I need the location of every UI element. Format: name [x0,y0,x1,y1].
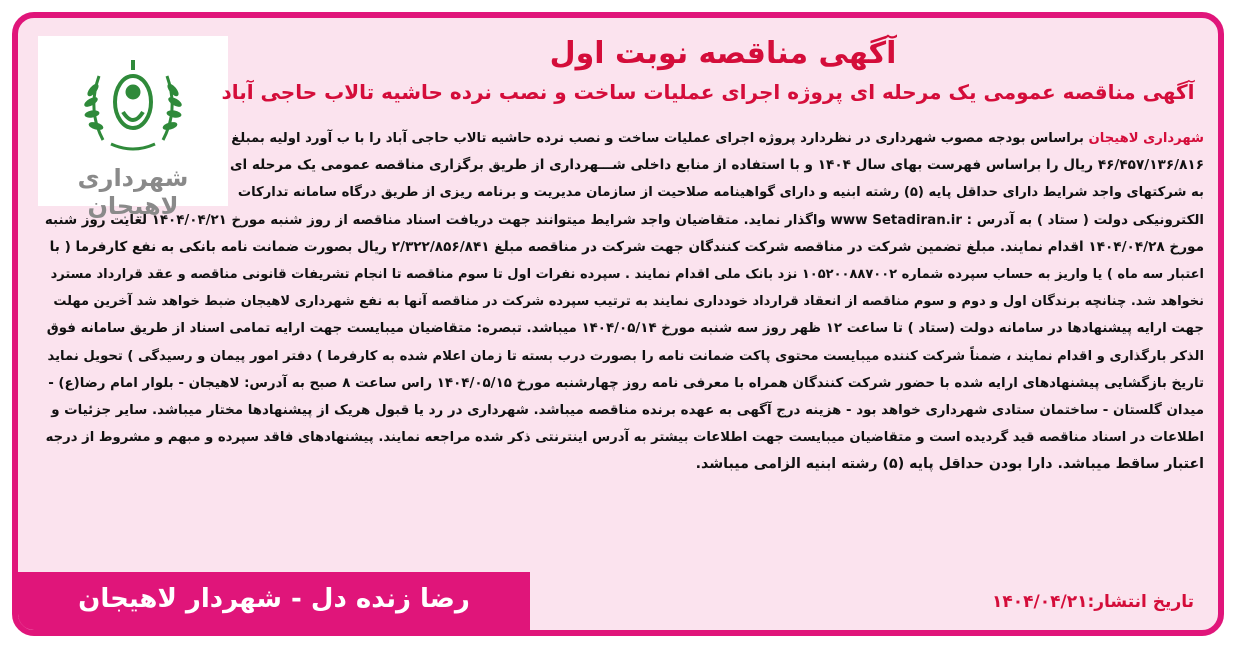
body-line-1: براساس بودجه مصوب شهرداری در نظردارد پروژه اجرای عملیات ساخت و نصب نرده حاشیه تالاب حاجی آباد را با ب آورد اولیه بمبلغ [231,131,1089,146]
body-lead: شهرداری لاهیجان [1088,131,1204,146]
body-line-2: ۴۶/۴۵۷/۱۳۶/۸۱۶ ریال را براساس فهرست بهای سال ۱۴۰۴ و با استفاده از منابع داخلی شـــهرداری از طریق برگزاری مناقصه عمومی یک مرحله ای [229,157,1204,174]
body-line [229,125,1204,152]
body-line-9: الذکر بارگذاری و اقدام نمایند ، ضمناً شرکت کننده میبایست محتوی پاکت ضمانت نامه را بصورت درب بسته تا زمان اعلام شده به کارفرما ) دفتر امور پیمان و رسیدگی ) تحویل نماید [47,348,1204,364]
mayor-signature: رضا زنده دل - شهردار لاهیجان [78,584,470,614]
body-line-3: به شرکتهای واجد شرایط دارای حداقل پایه (۵) رشته ابنیه و دارای گواهینامه صلاحیت از سازمان مدیریت و برنامه ریزی از طریق درگاه سامانه تدارکات [237,185,1204,201]
body-line-10: تاریخ بازگشایی پیشنهادهای ارایه شده با حضور شرکت کنندگان همراه با معرفی نامه روز چهارشنبه مورخ ۱۴۰۴/۰۵/۱۵ راس ساعت ۸ صبح به آدرس: لاهیجان - بلوار امام رضا(ع) - [48,375,1204,391]
body-line-6: اعتبار سه ماه ) یا واریز به حساب سپرده شماره ۱۰۵۲۰۰۸۸۷۰۰۲ نزد بانک ملی اقدام نمایند . سپرده نفرات اول تا سوم مناقصه تا انجام تشریفات قانونی مناقصه و عقد قرارداد مسترد [50,267,1204,283]
logo-caption: شهرداری لاهیجان [77,164,189,220]
body-line-13: اعتبار ساقط میباشد. دارا بودن حداقل پایه (۵) رشته ابنیه الزامی میباشد. [695,456,1204,473]
body-line-7: نخواهد شد. چنانچه برندگان اول و دوم و سوم مناقصه از انعقاد قرارداد خودداری نمایند به ترتیب سپرده شرکت در مناقصه آنها به نفع شهرداری لاهیجان ضبط خواهد شد آخرین مهلت [53,294,1204,310]
body-line-5: مورخ ۱۴۰۴/۰۴/۲۸ اقدام نمایند. مبلغ تضمین شرکت در مناقصه شرکت کنندگان جهت شرکت در مناقصه مبلغ ۲/۳۲۲/۸۵۶/۸۴۱ ریال بصورت ضمانت نامه بانکی به نفع کارفرما ( با [49,238,1204,255]
body-line-11: میدان گلستان - ساختمان ستادی شهرداری خواهد بود - هزینه درج آگهی به عهده برنده مناقصه میباشد. شهرداری در رد یا قبول هریک از پیشنهادها مختار میباشد. سایر جزئیات و [51,403,1204,419]
body-line-4: الکترونیکی دولت ( ستاد ) به آدرس : www Setadiran.ir واگذار نماید. متقاضیان واجد شرایط میتوانند جهت دریافت اسناد مناقصه از روز شنبه مورخ ۱۴۰۴/۰۴/۲۱ لغایت روز شنبه [44,212,1204,228]
announcement-subtitle: آگهی مناقصه عمومی یک مرحله ای پروژه اجرای عملیات ساخت و نصب نرده حاشیه تالاب حاجی آباد [221,80,1195,104]
body-line-12: اطلاعات در اسناد مناقصه قید گردیده است و متقاضیان میبایست جهت اطلاعات بیشتر به آدرس اینترنتی ذکر شده مراجعه نمایند. پیشنهادهای فاقد سپرده و مبهم و مشروط از درجه [45,430,1204,446]
publish-date: تاریخ انتشار:۱۴۰۴/۰۴/۲۱ [992,592,1194,612]
body-line-8: جهت ارایه پیشنهادها در سامانه دولت (ستاد ) تا ساعت ۱۲ ظهر روز سه شنبه مورخ ۱۴۰۴/۰۵/۱۴ میباشد. تبصره: متقاضیان میبایست جهت ارایه تمامی اسناد از طریق سامانه فوق [46,321,1204,337]
announcement-body [42,125,1204,545]
announcement-frame [12,12,1224,636]
announcement-title: آگهی مناقصه نوبت اول [549,36,897,71]
